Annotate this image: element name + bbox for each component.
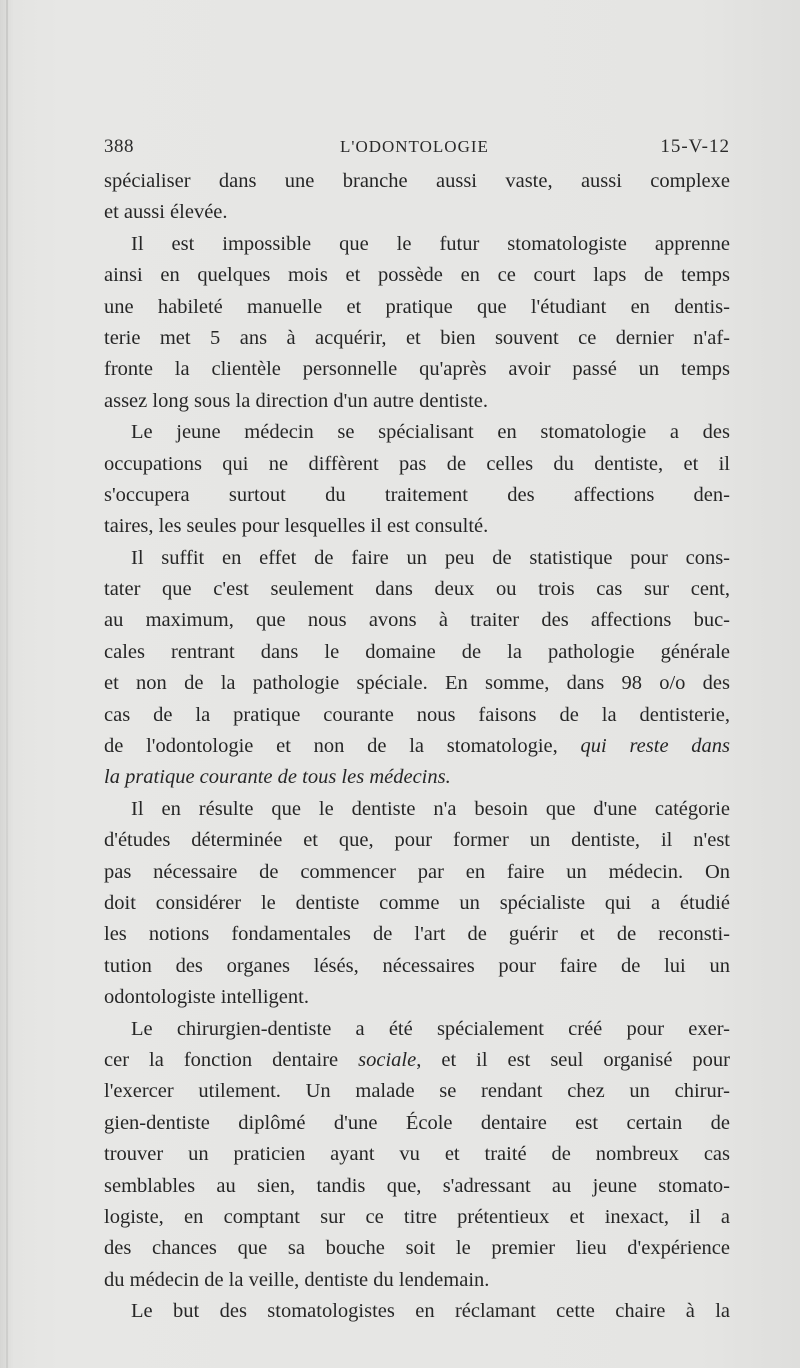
text-line: ainsi en quelques mois et possède en ce court laps de temps [104, 264, 730, 287]
text-line: logiste, en comptant sur ce titre prétentieux et inexact, il a [104, 1205, 730, 1228]
text-line: et aussi élevée. [104, 201, 228, 224]
text-line: Il en résulte que le dentiste n'a besoin que d'une catégorie [131, 797, 730, 820]
text-segment: cer la fonction dentaire [104, 1048, 359, 1071]
text-line: tater que c'est seulement dans deux ou trois cas sur cent, [104, 578, 730, 601]
text-line: doit considérer le dentiste comme un spécialiste qui a étudié [104, 891, 730, 914]
text-line: gien-dentiste diplômé d'une École dentaire est certain de [104, 1111, 730, 1134]
text-line: trouver un praticien ayant vu et traité de nombreux cas [104, 1143, 730, 1166]
text-line: assez long sous la direction d'un autre dentiste. [104, 389, 488, 412]
page-number: 388 [104, 136, 134, 157]
text-line [104, 762, 730, 793]
text-line: des chances que sa bouche soit le premier lieu d'expérience [104, 1237, 730, 1260]
text-line: odontologiste intelligent. [104, 986, 309, 1009]
text-line: terie met 5 ans à acquérir, et bien souvent ce dernier n'af- [104, 326, 730, 349]
text-line [104, 1045, 730, 1076]
text-line: et non de la pathologie spéciale. En somme, dans 98 o/o des [104, 672, 730, 695]
running-header [104, 136, 730, 160]
text-line: d'études déterminée et que, pour former un dentiste, il n'est [104, 829, 730, 852]
italic-word: sociale [358, 1048, 417, 1071]
text-line: tution des organes lésés, nécessaires pour faire de lui un [104, 954, 730, 977]
text-line: Il est impossible que le futur stomatologiste apprenne [131, 232, 730, 255]
text-line [104, 731, 730, 762]
text-line: l'exercer utilement. Un malade se rendant chez un chirur- [104, 1080, 730, 1103]
text-line: pas nécessaire de commencer par en faire un médecin. On [104, 860, 730, 883]
text-line: semblables au sien, tandis que, s'adressant au jeune stomato- [104, 1174, 730, 1197]
text-segment: , et il est seul organisé pour [416, 1048, 730, 1071]
text-line: Le chirurgien-dentiste a été spécialement créé pour exer- [131, 1017, 730, 1040]
text-line: Le but des stomatologistes en réclamant cette chaire à la [131, 1300, 730, 1323]
issue-date: 15-V-12 [660, 136, 730, 157]
text-line: cales rentrant dans le domaine de la pathologie générale [104, 640, 730, 663]
text-line: au maximum, que nous avons à traiter des affections buc- [104, 609, 730, 632]
text-line: occupations qui ne diffèrent pas de celles du dentiste, et il [104, 452, 730, 475]
text-line: Le jeune médecin se spécialisant en stomatologie a des [131, 421, 730, 444]
italic-phrase: qui reste dans [580, 735, 731, 758]
text-line: du médecin de la veille, dentiste du lendemain. [104, 1268, 490, 1291]
text-line: spécialiser dans une branche aussi vaste, aussi complexe [104, 170, 730, 192]
text-line: Il suffit en effet de faire un peu de statistique pour cons- [131, 546, 730, 569]
binding-shadow [6, 0, 8, 1368]
text-line: s'occupera surtout du traitement des affections den- [104, 483, 730, 506]
article-body [104, 166, 730, 1327]
running-title: L'ODONTOLOGIE [340, 137, 489, 156]
text-line: fronte la clientèle personnelle qu'après avoir passé un temps [104, 358, 730, 381]
text-line: une habileté manuelle et pratique que l'étudiant en dentis- [104, 295, 730, 318]
text-line: taires, les seules pour lesquelles il est consulté. [104, 515, 489, 538]
text-segment: de l'odontologie et non de la stomatologie, [104, 735, 581, 758]
text-line: les notions fondamentales de l'art de guérir et de reconsti- [104, 923, 730, 946]
text-line: cas de la pratique courante nous faisons de la dentisterie, [104, 703, 730, 726]
italic-phrase: la pratique courante de tous les médecins. [104, 766, 451, 789]
